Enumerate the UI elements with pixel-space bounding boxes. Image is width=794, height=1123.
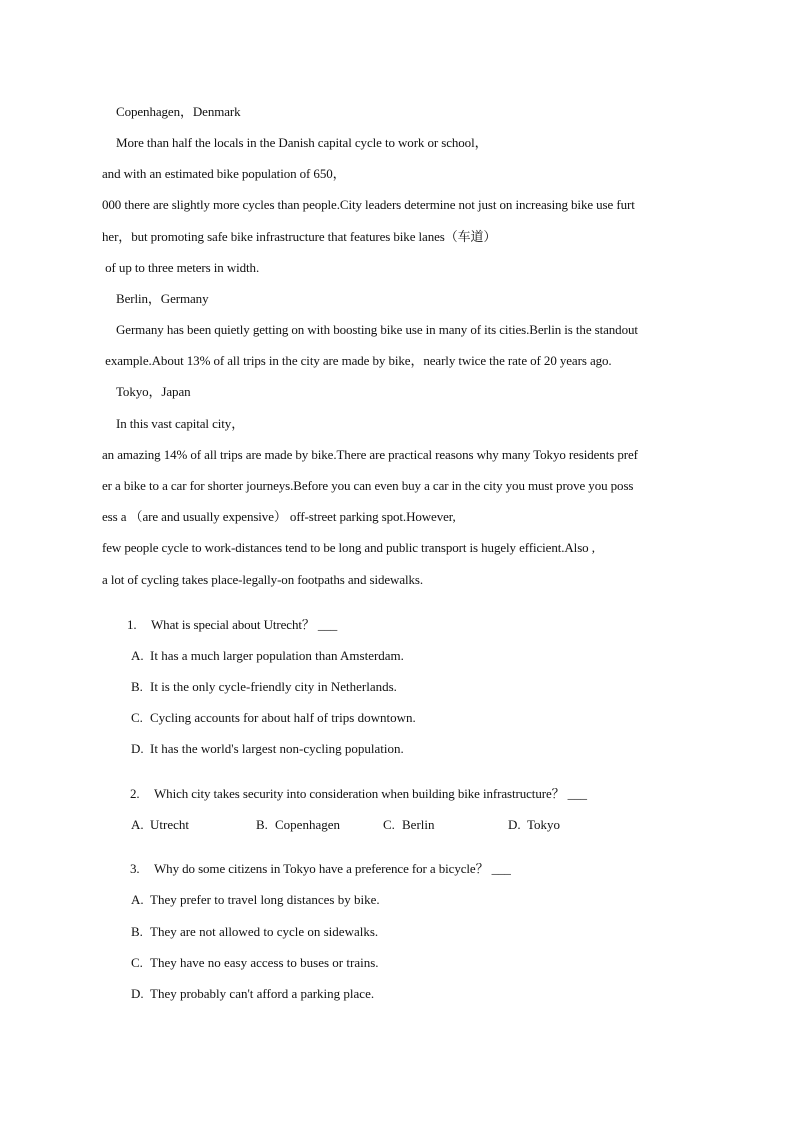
- passage-line: er a bike to a car for shorter journeys.Before you can even buy a car in the city you must prove you poss: [102, 478, 634, 493]
- option-a[interactable]: [131, 648, 404, 664]
- question-stem: [127, 617, 337, 633]
- passage-line: of up to three meters in width.: [102, 260, 260, 275]
- option-text: They have no easy access to buses or trains.: [150, 955, 379, 970]
- option-text: Berlin: [402, 817, 435, 832]
- passage-line: an amazing 14% of all trips are made by bike.There are practical reasons why many Tokyo residents pref: [102, 447, 638, 462]
- city-heading-berlin: Berlin，Germany: [116, 291, 209, 306]
- option-text: They prefer to travel long distances by bike.: [150, 892, 380, 907]
- passage-line: her，but promoting safe bike infrastructure that features bike lanes（车道）: [102, 229, 497, 244]
- option-b[interactable]: [131, 679, 397, 695]
- option-text: They are not allowed to cycle on sidewalks.: [150, 924, 379, 939]
- option-a[interactable]: [131, 817, 189, 833]
- option-text: Copenhagen: [275, 817, 340, 832]
- option-letter: C.: [131, 710, 143, 725]
- question-number: 2.: [130, 786, 140, 801]
- option-letter: C.: [131, 955, 143, 970]
- passage-line: 000 there are slightly more cycles than people.City leaders determine not just on increasing bike use furt: [102, 197, 635, 212]
- option-letter: D.: [131, 741, 144, 756]
- option-b[interactable]: [131, 924, 378, 940]
- option-text: They probably can't afford a parking place.: [150, 986, 375, 1001]
- option-text: Cycling accounts for about half of trips downtown.: [150, 710, 416, 725]
- question-stem: [130, 861, 511, 877]
- option-a[interactable]: [131, 892, 380, 908]
- question-text: Why do some citizens in Tokyo have a preference for a bicycle？ ___: [154, 861, 511, 876]
- question-text: What is special about Utrecht？ ___: [151, 617, 338, 632]
- option-text: Tokyo: [527, 817, 561, 832]
- option-letter: A.: [131, 817, 144, 832]
- option-c[interactable]: [131, 955, 379, 971]
- option-letter: D.: [131, 986, 144, 1001]
- passage-line: few people cycle to work-distances tend to be long and public transport is hugely efficient.Also ,: [102, 540, 595, 555]
- option-b[interactable]: [256, 817, 340, 833]
- passage-line: and with an estimated bike population of 650，: [102, 166, 346, 181]
- option-text: It has a much larger population than Amsterdam.: [150, 648, 404, 663]
- passage-line: example.About 13% of all trips in the city are made by bike，nearly twice the rate of 20 years ago.: [102, 353, 612, 368]
- option-text: It has the world's largest non-cycling population.: [150, 741, 404, 756]
- passage-line: More than half the locals in the Danish capital cycle to work or school，: [116, 135, 488, 150]
- option-letter: B.: [256, 817, 268, 832]
- city-heading-copenhagen: Copenhagen，Denmark: [116, 104, 241, 119]
- question-stem: [130, 786, 587, 802]
- passage-line: ess a （are and usually expensive） off-street parking spot.However,: [102, 509, 456, 524]
- question-number: 3.: [130, 861, 140, 876]
- option-d[interactable]: [508, 817, 560, 833]
- option-letter: B.: [131, 679, 143, 694]
- option-letter: B.: [131, 924, 143, 939]
- option-letter: C.: [383, 817, 395, 832]
- city-heading-tokyo: Tokyo，Japan: [116, 384, 191, 399]
- option-c[interactable]: [131, 710, 416, 726]
- option-d[interactable]: [131, 986, 374, 1002]
- option-letter: D.: [508, 817, 521, 832]
- question-text: Which city takes security into consideration when building bike infrastructure？ ___: [154, 786, 587, 801]
- question-number: 1.: [127, 617, 137, 632]
- option-letter: A.: [131, 892, 144, 907]
- passage-line: Germany has been quietly getting on with boosting bike use in many of its cities.Berlin is the standout: [116, 322, 638, 337]
- passage-line: In this vast capital city，: [116, 416, 245, 431]
- option-text: It is the only cycle-friendly city in Netherlands.: [150, 679, 397, 694]
- passage-line: a lot of cycling takes place-legally-on footpaths and sidewalks.: [102, 572, 424, 587]
- option-c[interactable]: [383, 817, 435, 833]
- option-text: Utrecht: [150, 817, 189, 832]
- option-d[interactable]: [131, 741, 404, 757]
- option-letter: A.: [131, 648, 144, 663]
